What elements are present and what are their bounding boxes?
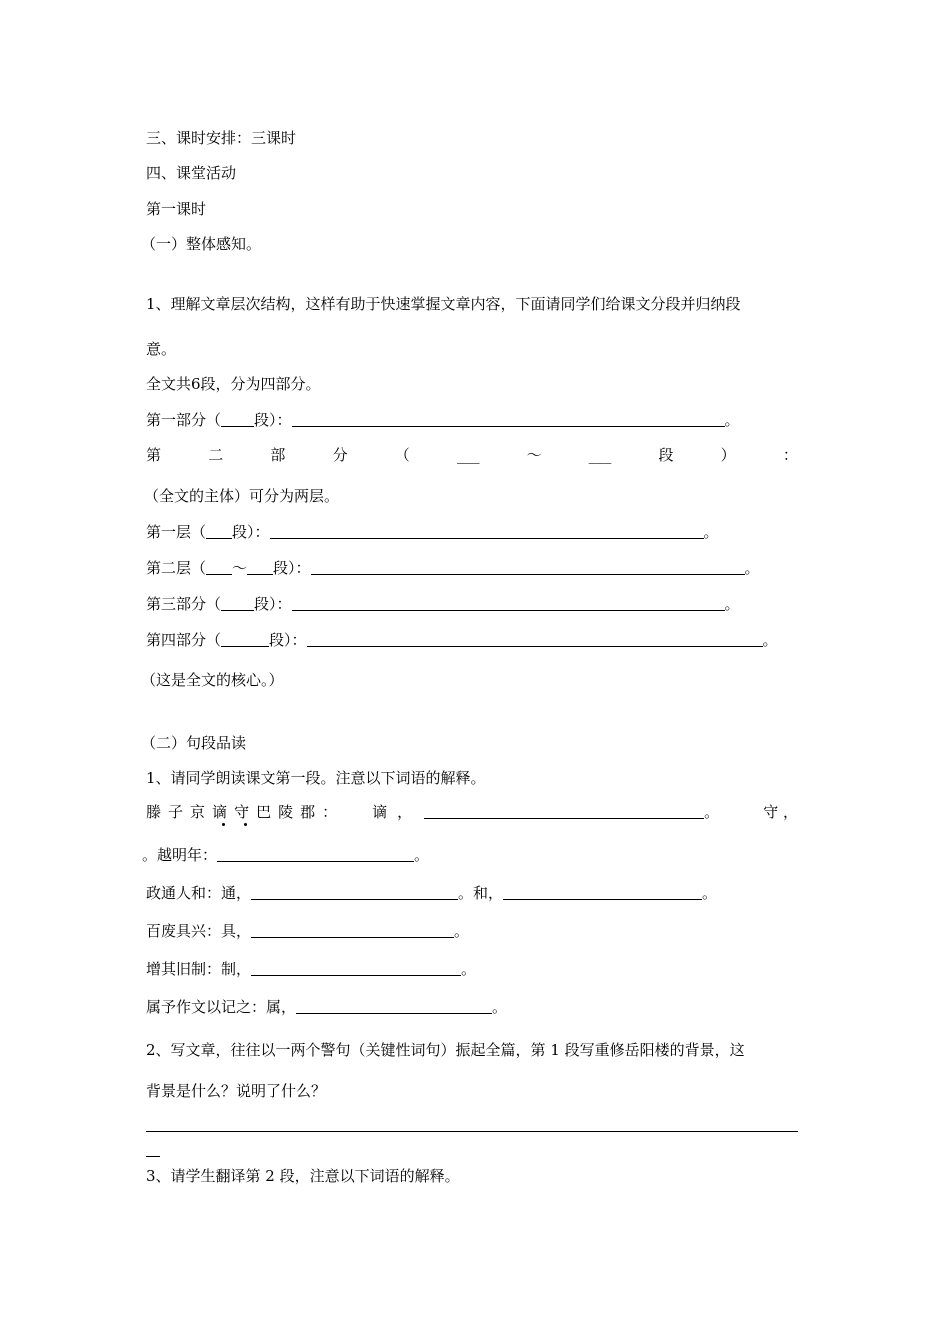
vocab-row-yuemingnian: 。越明年： 。 bbox=[142, 846, 430, 864]
blank-field[interactable]: ___ bbox=[588, 446, 612, 464]
blank-field[interactable] bbox=[221, 596, 254, 611]
vocab-row-zengqi: 增其旧制：制， 。 bbox=[146, 960, 477, 978]
blank-field[interactable] bbox=[247, 560, 273, 575]
section-activities: 四、课堂活动 bbox=[146, 164, 237, 182]
question-1b: 1、请同学朗读课文第一段。注意以下词语的解释。 bbox=[146, 769, 486, 787]
part-two-note: （全文的主体）可分为两层。 bbox=[144, 487, 340, 505]
answer-line-end bbox=[146, 1156, 160, 1157]
part-heading: （一）整体感知。 bbox=[141, 235, 262, 253]
answer-line[interactable] bbox=[251, 961, 461, 976]
blank-field[interactable] bbox=[221, 632, 269, 647]
lesson-title: 第一课时 bbox=[146, 200, 207, 218]
question-1-cont: 意。 bbox=[146, 340, 177, 358]
layer-one-row: 第一层（ 段）： 。 bbox=[146, 523, 719, 541]
blank-field[interactable] bbox=[206, 524, 232, 539]
answer-line[interactable] bbox=[311, 560, 745, 575]
answer-line[interactable] bbox=[307, 632, 763, 647]
answer-line[interactable] bbox=[503, 885, 702, 900]
summary-text: 全文共6段，分为四部分。 bbox=[146, 375, 321, 393]
part-three-row: 第三部分（ 段）： 。 bbox=[146, 595, 740, 613]
question-1: 1、理解文章层次结构，这样有助于快速掌握文章内容，下面请同学们给课文分段并归纳段 bbox=[146, 295, 741, 313]
answer-line[interactable] bbox=[292, 412, 725, 427]
question-3: 3、请学生翻译第 2 段，注意以下词语的解释。 bbox=[146, 1167, 460, 1185]
vocab-row-baifei: 百废具兴：具， 。 bbox=[146, 922, 470, 940]
blank-field[interactable]: ___ bbox=[456, 446, 480, 464]
vocab-row-zhengtong: 政通人和：通， 。和， 。 bbox=[146, 884, 718, 902]
blank-field[interactable] bbox=[206, 560, 232, 575]
question-2-cont: 背景是什么？说明了什么？ bbox=[146, 1082, 327, 1100]
part-four-row: 第四部分（ 段）： 。 bbox=[146, 631, 778, 649]
core-note: （这是全文的核心。） bbox=[141, 671, 284, 689]
answer-line[interactable] bbox=[296, 999, 492, 1014]
blank-field[interactable] bbox=[221, 412, 254, 427]
vocab-row-zhuyu: 属予作文以记之：属， 。 bbox=[146, 998, 508, 1016]
layer-two-row: 第二层（ ～ 段）： 。 bbox=[146, 559, 760, 577]
part-heading-2: （二）句段品读 bbox=[141, 734, 247, 752]
answer-line[interactable] bbox=[424, 804, 704, 819]
answer-line[interactable] bbox=[251, 923, 454, 938]
answer-line[interactable] bbox=[217, 847, 414, 862]
section-schedule: 三、课时安排：三课时 bbox=[146, 129, 297, 147]
answer-line[interactable] bbox=[292, 596, 725, 611]
part-one-row: 第一部分（ 段）： 。 bbox=[146, 411, 740, 429]
vocab-row-tengzijing: 滕子京谪守巴陵郡： 谪 ， 。 守 ， bbox=[146, 803, 798, 821]
part-two-row: 第 二 部 分 （ ___ ～ ___ 段 ） ： bbox=[146, 446, 798, 464]
question-2: 2、写文章，往往以一两个警句（关键性词句）振起全篇，第 1 段写重修岳阳楼的背景，这 bbox=[146, 1041, 745, 1059]
answer-line[interactable] bbox=[251, 885, 458, 900]
answer-line[interactable] bbox=[270, 524, 704, 539]
answer-line[interactable] bbox=[146, 1131, 798, 1132]
